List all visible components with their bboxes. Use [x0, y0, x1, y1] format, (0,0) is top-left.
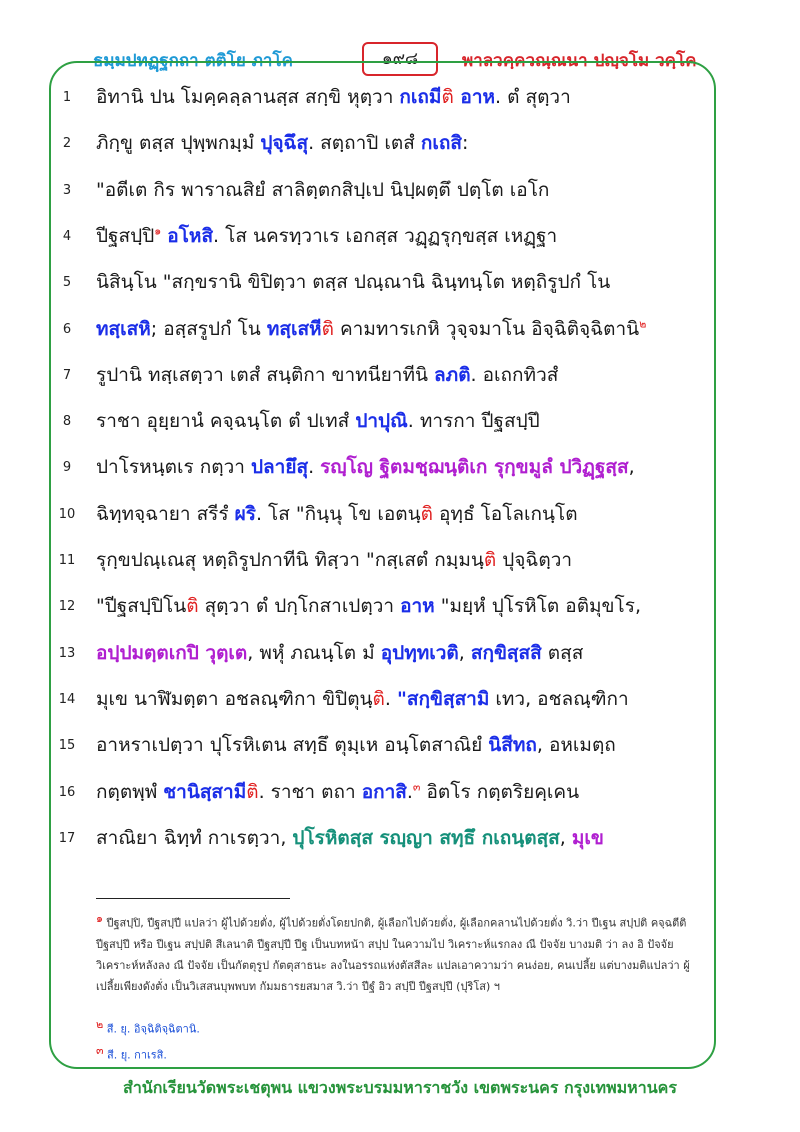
text-segment: นิสินฺโน "สกฺขรานิ ขิปิตฺวา ตสฺส ปณฺณานิ ฉินฺทนฺโต หตฺถิรูปกํ โน: [96, 271, 611, 294]
text-segment: :: [461, 132, 469, 155]
text-segment: อุทฺธํ โอโลเกนฺโต: [432, 502, 578, 525]
text-segment: กเถสิ: [420, 132, 462, 155]
text-segment: คามทารเกหิ วุจฺจมาโน อิจฺฉิติจฺฉิตานิ: [333, 317, 640, 340]
text-line: [0, 541, 800, 581]
text-segment: ฉิทฺทจฺฉายา สรีรํ: [96, 502, 235, 525]
text-segment: ติ: [246, 780, 259, 803]
footnote-marker: ๒: [96, 1018, 104, 1031]
text-segment: ,: [458, 641, 471, 664]
text-segment: ภิกฺขู ตสฺส ปุพฺพกมฺมํ: [96, 132, 261, 155]
text-segment: . โส นครทฺวาเร เอกสฺส วฏฺฏรุกฺขสฺส เหฏฺฐา: [213, 224, 558, 247]
line-number: 1: [62, 90, 72, 105]
text-segment: . ทารกา ปีฐสปฺปึ: [407, 410, 540, 433]
text-line: [0, 634, 800, 674]
text-segment: ตสฺส: [541, 641, 584, 664]
text-segment: , พหุํ ภณนฺโต มํ: [247, 641, 381, 664]
text-segment: อโหสิ: [167, 224, 214, 247]
text-segment: เทว, อชลณฺฑิกา: [489, 687, 629, 710]
text-segment: . อเถกทิวสํ: [470, 363, 559, 386]
header-right-title: พาลวคฺควณฺณนา ปญฺจโม วคฺโค: [462, 51, 697, 71]
text-segment: "ปีฐสปฺปิโน: [96, 595, 187, 618]
line-number: 12: [58, 599, 76, 615]
header-left-title: ธมฺมปทฏฺฐกถา ตติโย ภาโค: [93, 51, 293, 71]
line-text: [96, 406, 720, 436]
line-text: [96, 499, 720, 529]
text-segment: . สตฺถาปิ เตสํ: [308, 132, 421, 155]
text-segment: .: [384, 687, 397, 710]
line-number: 7: [62, 367, 72, 383]
line-text: [96, 823, 720, 853]
line-number: 14: [58, 691, 76, 707]
line-text: [96, 267, 720, 297]
text-segment: ปุโรหิตสฺส รญฺญา สทฺธึ กเถนฺตสฺส: [292, 826, 560, 849]
line-text: [96, 545, 720, 575]
text-segment: ติ: [186, 595, 199, 618]
text-segment: ปุจฺฉิตฺวา: [496, 549, 573, 571]
text-segment: สุตฺวา ตํ ปกฺโกสาเปตฺวา: [198, 595, 401, 618]
text-segment: อาหราเปตฺวา ปุโรหิเตน สทฺธึ ตุมฺเห อนฺโตสาณิยํ: [96, 734, 489, 757]
text-segment: ,: [559, 826, 572, 849]
text-line: [0, 171, 800, 211]
footnote-text: ปีฐสปฺปิ, ปีฐสปฺปี แปลว่า ผู้ไปด้วยตั่ง, ผู้ไปด้วยตั่งโดยปกติ, ผู้เลือกไปด้วยตั่ง, ผู้เลือกคลานไปด้วยตั่ง วิ.ว่า ปีเฐน สปฺปติ คจฺฉตีติ ปีฐสปฺปี หรือ ปีเฐน สปฺปติ สีเลนาติ ปีฐสปฺปี ปีฐ เป็นบทหน้า สปฺป ในความไป วิเคราะห์แรกลง ณี ปัจจัย บางมติ ว่า ลง อิ ปัจจัย วิเคราะห์หลังลง ณี ปัจจัย เป็นกัตตุรูป กัตตุสาธนะ ลงในอรรถแห่งตัสสีละ แปลเอาความว่า คนง่อย, คนเปลี้ย แต่บางมติแปลว่า ผู้เปลี้ยเพียงดังตั่ง เป็นวิเสสนบุพพบท กัมมธารยสมาส วิ.ว่า ปีฐํ อิว สปฺปี ปีฐสปฺปี (ปุริโส) ฯ: [96, 916, 690, 993]
line-text: [96, 360, 720, 390]
line-number: 16: [58, 784, 76, 800]
line-text: [96, 777, 720, 807]
line-number: 8: [62, 414, 72, 430]
line-text: [96, 730, 720, 760]
footnote-marker: ๓: [412, 780, 421, 794]
text-segment: ติ: [441, 86, 454, 108]
text-line: [0, 819, 800, 859]
text-line: [0, 587, 800, 627]
text-segment: "มยฺหํ ปุโรหิโต อติมุขโร,: [434, 595, 641, 618]
text-segment: กตฺตพฺพํ: [96, 780, 164, 803]
line-text: [96, 221, 720, 251]
line-number: 11: [58, 553, 76, 568]
line-text: [96, 314, 720, 344]
text-segment: . ราชา ตถา: [258, 780, 362, 803]
text-segment: ชานิสฺสามี: [163, 780, 247, 803]
footnote-marker: ๓: [96, 1044, 104, 1057]
text-segment: สกฺขิสฺสสิ: [470, 641, 542, 664]
text-line: [0, 310, 800, 350]
footnote-text: สี. ยุ. อิจฺฉิติจฺฉิตานิ.: [103, 1022, 200, 1036]
text-line: [0, 680, 800, 720]
line-text: [96, 452, 720, 482]
text-line: [0, 726, 800, 766]
footnote: [96, 1014, 708, 1040]
text-line: [0, 263, 800, 303]
text-line: [0, 78, 800, 118]
text-segment: อกาสิ: [361, 780, 407, 803]
footnote-marker: ๒: [639, 317, 647, 331]
text-segment: มุเข นาฬิมตฺตา อชลณฺฑิกา ขิปิตุนฺ: [96, 687, 373, 710]
line-text: [96, 591, 720, 621]
line-text: [96, 128, 720, 158]
text-segment: , อหเมตฺถ: [536, 734, 616, 757]
line-text: [96, 175, 720, 205]
text-line: [0, 402, 800, 442]
text-segment: ปาปุณิ: [355, 410, 408, 433]
text-segment: กเถมี: [399, 86, 442, 108]
line-text: [96, 638, 720, 668]
text-line: [0, 448, 800, 488]
text-line: [0, 495, 800, 535]
text-segment: ลภติ: [434, 363, 471, 386]
text-segment: ปีฐสปฺปิ: [96, 224, 155, 247]
text-segment: . ตํ สุตฺวา: [495, 86, 571, 108]
text-segment: ผริ: [234, 502, 256, 525]
text-segment: "สกฺขิสฺสามิ: [396, 687, 490, 710]
text-line: [0, 217, 800, 257]
text-segment: อิทานิ ปน โมคฺคลฺลานสฺส สกฺขิ หุตฺวา: [96, 86, 400, 108]
line-number: 9: [62, 460, 72, 476]
text-segment: ; อสฺสรูปกํ โน: [150, 317, 267, 340]
line-number: 10: [58, 506, 76, 522]
footnote: [96, 1040, 708, 1066]
text-segment: ปลายึสุ: [250, 456, 309, 479]
text-segment: อาห: [400, 595, 435, 618]
text-segment: ปุจฺฉึสุ: [260, 132, 309, 155]
text-segment: รญฺโญ ฐิตมชฺฌนฺติเก รุกฺขมูลํ ปวิฏฺฐสฺส: [320, 456, 629, 479]
text-segment: "อตีเต กิร พาราณสิยํ สาลิตฺตกสิปฺเป นิปฺผตฺตึ ปตฺโต เอโก: [96, 178, 550, 201]
text-segment: อิตโร กตฺตริยคฺเคน: [420, 780, 580, 803]
text-segment: มุเข: [571, 826, 604, 849]
text-segment: อปฺปมตฺตเกปิ วุตฺเต: [96, 641, 248, 664]
text-line: [0, 773, 800, 813]
line-number: 13: [58, 645, 76, 661]
text-segment: อาห: [453, 86, 496, 108]
text-segment: สาณิยา ฉิทฺทํ กาเรตฺวา,: [96, 826, 293, 849]
page-number-box: ๑๙๘: [362, 42, 438, 76]
text-line: [0, 124, 800, 164]
footer-text: สำนักเรียนวัดพระเชตุพน แขวงพระบรมมหาราชวัง เขตพระนคร กรุงเทพมหานคร: [123, 1078, 677, 1097]
text-segment: รูปานิ ทสฺเสตฺวา เตสํ สนฺติกา ขาทนียาทีนิ: [96, 363, 435, 386]
text-segment: ติ: [483, 549, 497, 571]
line-number: 2: [62, 136, 72, 152]
line-number: 4: [62, 228, 72, 244]
text-segment: . โส "กินฺนุ โข เอตนฺ: [255, 502, 421, 525]
text-segment: รุกฺขปณฺเณสุ หตฺถิรูปกาทีนิ ทิสฺวา "กสฺเสตํ กมฺมนฺ: [96, 549, 484, 571]
text-segment: .: [308, 456, 321, 479]
footnote-marker: ๑: [154, 224, 162, 238]
text-segment: ติ: [420, 502, 433, 525]
text-segment: ติ: [321, 317, 334, 340]
line-number: 3: [62, 182, 72, 198]
footnote-rule: [96, 898, 290, 899]
text-segment: ทสฺเสหิ: [96, 317, 151, 340]
footnote-text: สี. ยุ. กาเรสิ.: [103, 1048, 167, 1062]
footnote-marker: ๑: [96, 912, 103, 925]
text-segment: อุปทฺทเวติ: [380, 641, 459, 664]
line-text: [96, 82, 720, 112]
line-number: 5: [62, 275, 72, 291]
line-text: [96, 684, 720, 714]
text-segment: ราชา อุยฺยานํ คจฺฉนฺโต ตํ ปเทสํ: [96, 410, 356, 433]
text-segment: .: [406, 780, 413, 803]
text-segment: ปาโรหนฺตเร กตฺวา: [96, 456, 251, 479]
text-segment: ทสฺเสหี: [266, 317, 322, 340]
text-line: [0, 356, 800, 396]
line-number: 15: [58, 738, 76, 754]
line-number: 6: [62, 321, 72, 337]
text-segment: ,: [628, 456, 635, 479]
text-segment: ติ: [372, 687, 385, 710]
line-number: 17: [58, 830, 76, 846]
text-segment: นิสีทถ: [488, 734, 537, 757]
footnote: [96, 908, 708, 997]
